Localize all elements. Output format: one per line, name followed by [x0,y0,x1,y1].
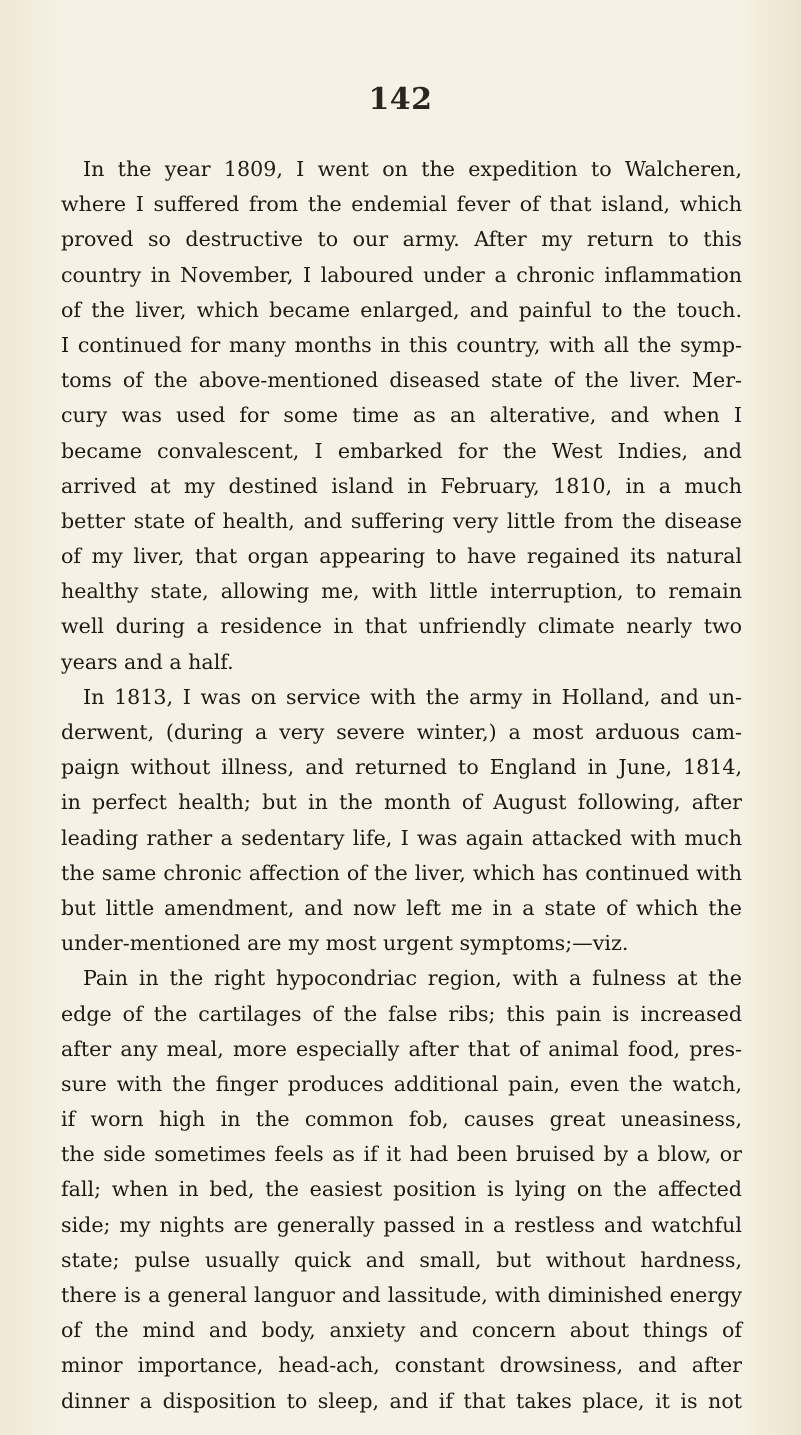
text-line: years and a half. [61,649,234,674]
text-line: derwent, (during a very severe winter,) a most arduous cam- [61,720,742,744]
text-line: toms of the above-mentioned diseased state of the liver. Mer- [61,368,742,393]
text-line: dinner a disposition to sleep, and if that takes place, it is not [61,1388,742,1413]
text-line: Pain in the right hypocondriac region, with a fulness at the [83,966,742,991]
text-line: arrived at my destined island in February, 1810, in a much [61,473,742,498]
text-line: after any meal, more especially after that of animal food, pres- [61,1036,742,1061]
text-line: healthy state, allowing me, with little interruption, to remain [61,579,742,604]
text-line: but little amendment, and now left me in a state of which the [61,895,742,920]
text-line: of my liver, that organ appearing to have regained its natural [61,544,742,569]
text-line: in perfect health; but in the month of August following, after [61,790,742,815]
text-line: the side sometimes feels as if it had been bruised by a blow, or [61,1142,742,1167]
text-line: I continued for many months in this country, with all the symp- [61,332,742,357]
text-line: fall; when in bed, the easiest position is lying on the affected [61,1177,742,1202]
body-text [61,152,742,1419]
text-line: country in November, I laboured under a chronic inflammation [61,262,742,287]
text-line: edge of the cartilages of the false ribs; this pain is increased [61,1001,742,1026]
text-line: there is a general languor and lassitude, with diminished energy [61,1283,742,1307]
text-line: if worn high in the common fob, causes great uneasiness, [61,1107,742,1132]
text-line: In 1813, I was on service with the army in Holland, and un- [83,684,742,709]
text-line: paign without illness, and returned to England in June, 1814, [61,755,742,780]
text-line: cury was used for some time as an alterative, and when I [61,403,742,428]
text-line: of the liver, which became enlarged, and painful to the touch. [61,297,742,322]
text-line: where I suffered from the endemial fever of that island, which [61,192,742,217]
text-line: side; my nights are generally passed in a restless and watchful [61,1212,742,1237]
text-line: became convalescent, I embarked for the West Indies, and [61,438,742,463]
text-line: better state of health, and suffering very little from the disease [61,508,742,533]
text-line: In the year 1809, I went on the expedition to Walcheren, [83,157,742,181]
page-number: 142 [368,82,433,117]
text-line: the same chronic affection of the liver, which has continued with [61,860,742,885]
text-line: minor importance, head-ach, constant drowsiness, and after [61,1353,742,1378]
text-line: of the mind and body, anxiety and concern about things of [61,1318,742,1343]
text-line: leading rather a sedentary life, I was again attacked with much [61,825,742,850]
text-line: under-mentioned are my most urgent symptoms;—viz. [61,931,629,956]
text-line: proved so destructive to our army. After my return to this [61,227,742,252]
text-line: state; pulse usually quick and small, but without hardness, [61,1247,742,1272]
text-line: well during a residence in that unfriendly climate nearly two [61,614,742,639]
text-line: sure with the finger produces additional pain, even the watch, [61,1071,742,1096]
